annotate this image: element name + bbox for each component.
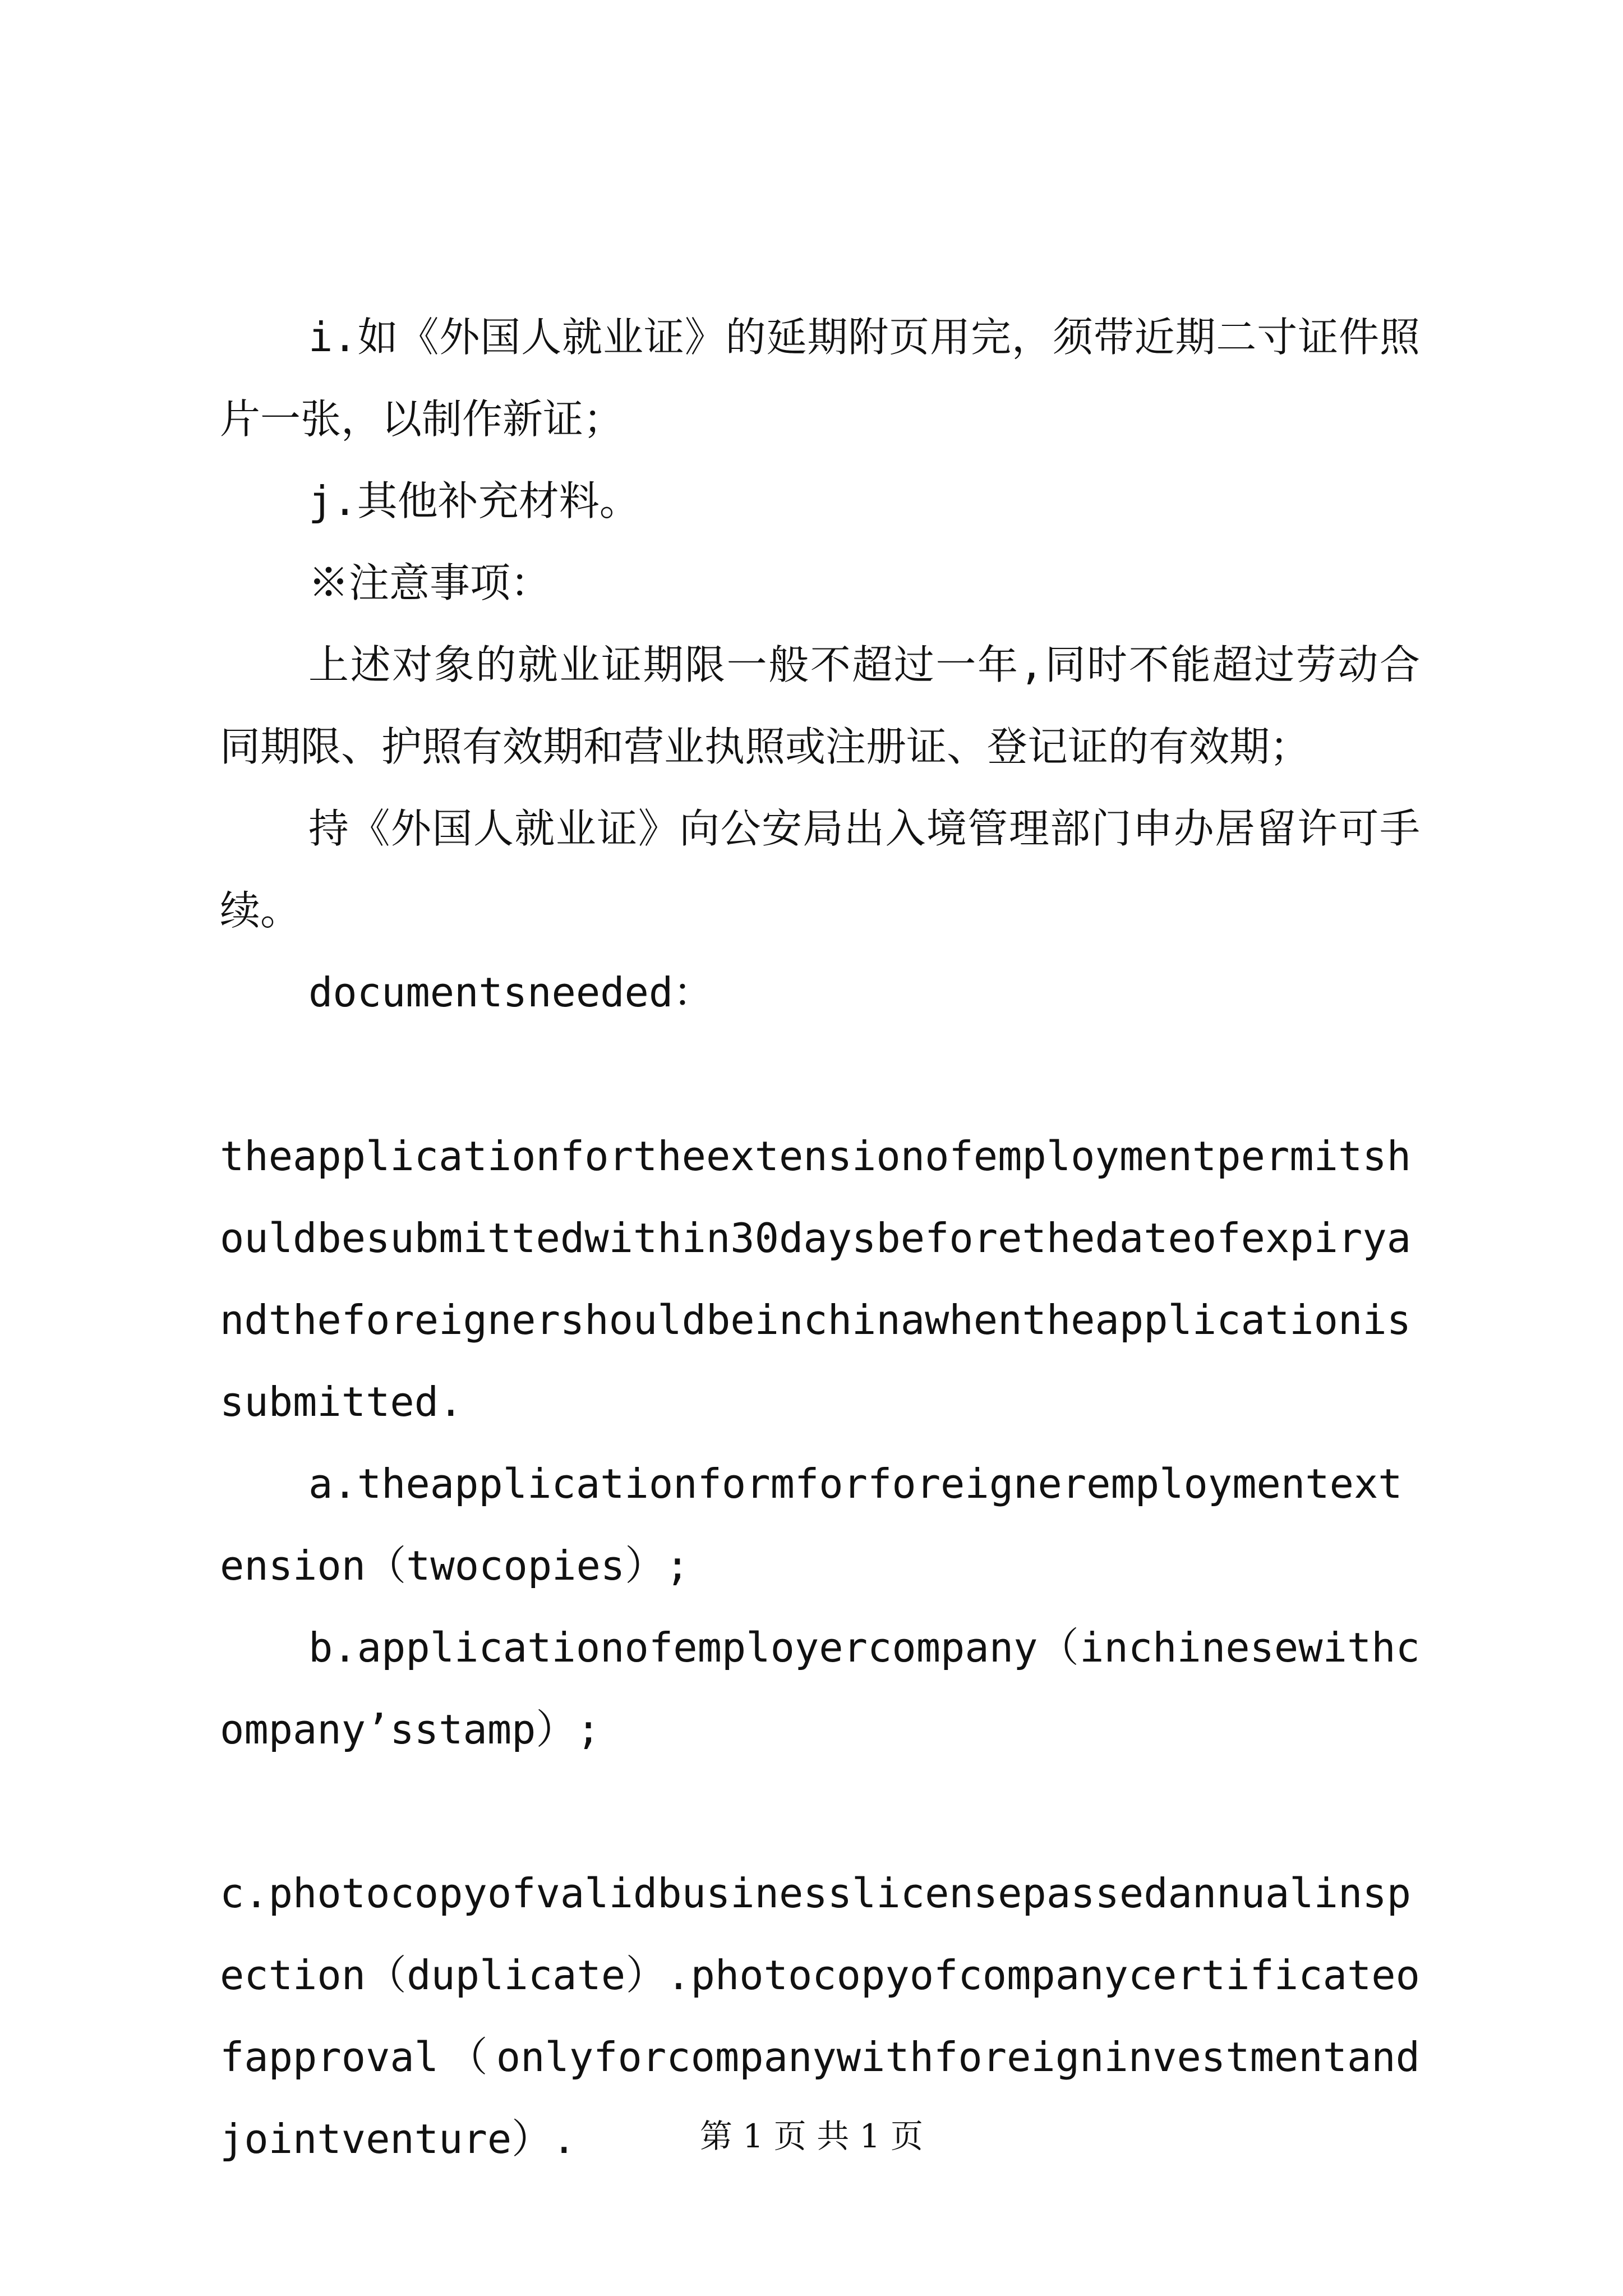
paragraph-item-j: j.其他补充材料。 bbox=[308, 477, 640, 524]
paragraph-item-c: c.photocopyofvalidbusinesslicensepassedannualinspection（duplicate）.photocopyofcompanycertificateofapproval（onlyforcompanywithforeigninvestmentandjointventure）. bbox=[220, 1870, 1420, 2162]
spacer bbox=[220, 1033, 1420, 1115]
paragraph-residence-note: 持《外国人就业证》向公安局出入境管理部门申办居留许可手续。 bbox=[220, 805, 1420, 934]
document-body bbox=[220, 296, 1420, 2180]
page-footer: 第 1 页 共 1 页 bbox=[700, 2117, 923, 2155]
documents-needed-heading: documentsneeded： bbox=[308, 969, 714, 1016]
paragraph-extension-intro: theapplicationfortheextensionofemploymentpermitshouldbesubmittedwithin30daysbeforethedateofexpiryandtheforeignershouldbeinchinawhentheapplicationissubmitted. bbox=[220, 1133, 1412, 1425]
paragraph-validity-note: 上述对象的就业证期限一般不超过一年,同时不能超过劳动合同期限、护照有效期和营业执照或注册证、登记证的有效期； bbox=[220, 641, 1420, 770]
spacer bbox=[220, 1770, 1420, 1852]
paragraph-item-a: a.theapplicationformforforeigneremploymentextension（twocopies）; bbox=[220, 1460, 1403, 1589]
notes-heading: ※注意事项： bbox=[308, 559, 551, 606]
paragraph-item-i: i.如《外国人就业证》的延期附页用完，须带近期二寸证件照片一张，以制作新证； bbox=[220, 314, 1420, 443]
paragraph-item-b: b.applicationofemployercompany（inchinesewithcompany’sstamp）; bbox=[220, 1624, 1420, 1753]
